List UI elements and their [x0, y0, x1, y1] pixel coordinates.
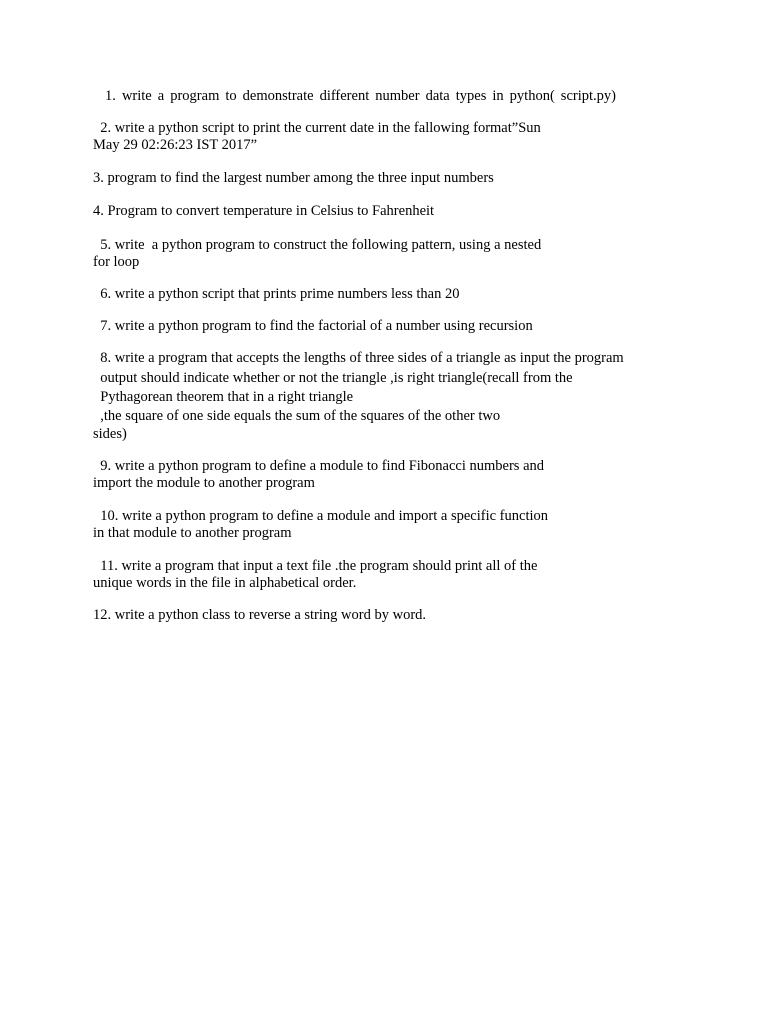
question-12-line-1: 12. write a python class to reverse a string word by word. [93, 607, 427, 623]
question-2-line-2: May 29 02:26:23 IST 2017” [93, 137, 258, 153]
question-4-line-1: 4. Program to convert temperature in Celsius to Fahrenheit [93, 203, 435, 219]
question-3-line-1: 3. program to find the largest number among the three input numbers [93, 170, 494, 186]
question-11-line-1: 11. write a program that input a text file .the program should print all of the [93, 558, 538, 574]
question-9-line-2: import the module to another program [93, 475, 315, 491]
question-10-line-2: in that module to another program [93, 525, 292, 541]
question-5-line-1: 5. write a python program to construct the following pattern, using a nested [93, 237, 542, 253]
question-9-line-1: 9. write a python program to define a module to find Fibonacci numbers and [93, 458, 545, 474]
question-6-line-1: 6. write a python script that prints prime numbers less than 20 [93, 286, 460, 302]
question-11-line-2: unique words in the file in alphabetical order. [93, 575, 357, 591]
question-10-line-1: 10. write a python program to define a module and import a specific function [93, 508, 549, 524]
question-2-line-1: 2. write a python script to print the current date in the fallowing format”Sun [93, 120, 541, 136]
question-1-line-1: 1. write a program to demonstrate different number data types in python( script.py) [93, 88, 616, 104]
question-7-line-1: 7. write a python program to find the factorial of a number using recursion [93, 318, 533, 334]
question-8-line-2: output should indicate whether or not the triangle ,is right triangle(recall from the [93, 370, 573, 386]
question-5-line-2: for loop [93, 254, 140, 270]
question-8-line-3: Pythagorean theorem that in a right triangle [93, 389, 354, 405]
question-8-line-4: ,the square of one side equals the sum of the squares of the other two [93, 408, 501, 424]
question-8-line-1: 8. write a program that accepts the lengths of three sides of a triangle as input the program [93, 350, 624, 366]
question-8-line-5: sides) [93, 426, 127, 442]
